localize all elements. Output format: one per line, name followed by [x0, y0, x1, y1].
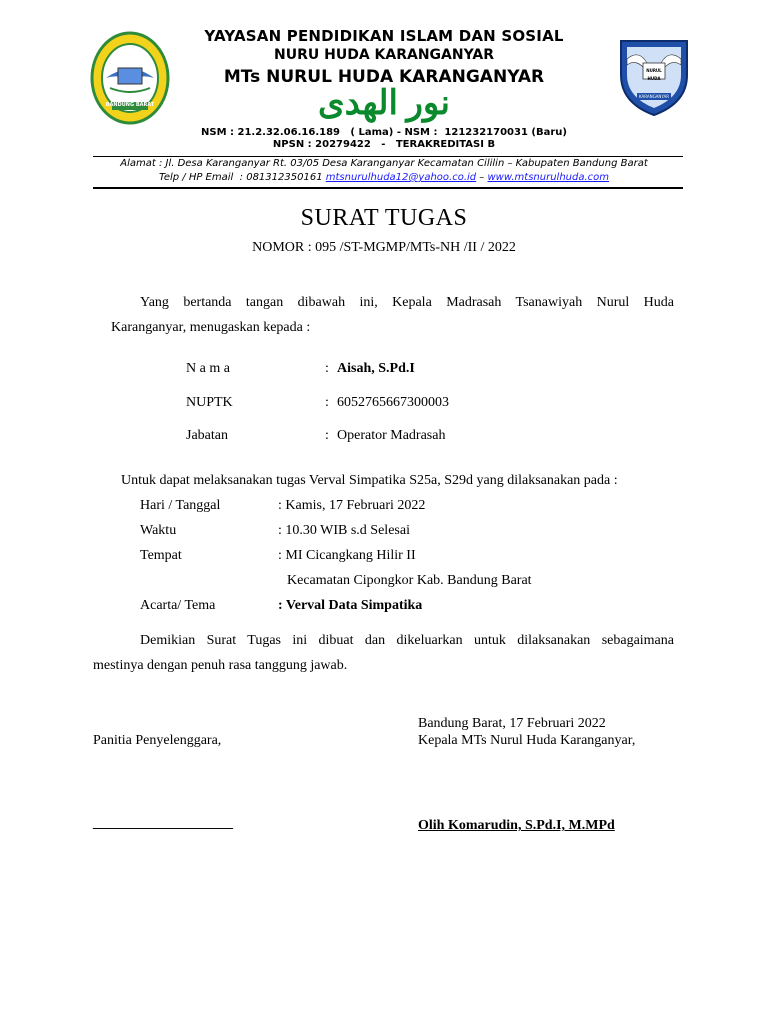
nsm-line: NSM : 21.2.32.06.16.189 ( Lama) - NSM : 121232170031 (Baru)	[201, 127, 567, 138]
website-link[interactable]: www.mtsnurulhuda.com	[487, 172, 610, 183]
schedule-value-place-2: Kecamatan Cipongkor Kab. Bandung Barat	[287, 573, 532, 588]
person-label-jabatan: Jabatan	[186, 428, 228, 443]
schedule-value-time: : 10.30 WIB s.d Selesai	[278, 523, 410, 538]
schedule-value-place: : MI Cicangkang Hilir II	[278, 548, 416, 563]
person-label-name: N a m a	[186, 361, 230, 376]
left-sign-title: Panitia Penyelenggara,	[93, 733, 222, 748]
logo-left-bottom-text: BANDUNG BARAT	[105, 102, 155, 108]
document-title: SURAT TUGAS	[300, 205, 468, 231]
email-link[interactable]: mtsnurulhuda12@yahoo.co.id	[325, 172, 477, 183]
arabic-school-name: نور الهدى	[318, 85, 450, 122]
person-value-name: Aisah, S.Pd.I	[337, 361, 415, 376]
contact-separator: –	[476, 172, 488, 183]
person-value-nuptk: 6052765667300003	[337, 395, 449, 410]
logo-right-name-text: NURUL HUDA	[646, 68, 662, 81]
right-sign-title: Kepala MTs Nurul Huda Karanganyar,	[418, 733, 636, 748]
school-name: MTs NURUL HUDA KARANGANYAR	[223, 67, 545, 87]
intro-line-1: Yang bertanda tangan dibawah ini, Kepala Madrasah Tsanawiyah Nurul Huda	[140, 295, 674, 310]
person-colon: :	[325, 395, 329, 410]
left-sign-name: ____________________	[93, 816, 233, 831]
header-rule-top	[93, 156, 683, 157]
person-colon: :	[325, 361, 329, 376]
document-number: NOMOR : 095 /ST-MGMP/MTs-NH /II / 2022	[252, 240, 516, 255]
contact-line	[0, 172, 768, 183]
right-sign-name: Olih Komarudin, S.Pd.I, M.MPd	[418, 818, 615, 833]
schedule-label-time: Waktu	[140, 523, 177, 538]
closing-line-2: mestinya dengan penuh rasa tanggung jawab.	[93, 658, 348, 673]
header-rule-bottom	[93, 187, 683, 189]
address-line: Alamat : Jl. Desa Karanganyar Rt. 03/05 Desa Karanganyar Kecamatan Cililin – Kabupaten Bandung Barat	[120, 158, 648, 169]
intro-line-2: Karanganyar, menugaskan kepada :	[111, 320, 311, 335]
person-value-jabatan: Operator Madrasah	[337, 428, 446, 443]
logo-right-bottom-text: KARANGANYAR	[638, 94, 670, 99]
schedule-label-date: Hari / Tanggal	[140, 498, 221, 513]
place-date: Bandung Barat, 17 Februari 2022	[418, 716, 606, 731]
schedule-label-theme: Acarta/ Tema	[140, 598, 216, 613]
npsn-line: NPSN : 20279422 - TERAKREDITASI B	[272, 139, 496, 150]
task-intro: Untuk dapat melaksanakan tugas Verval Simpatika S25a, S29d yang dilaksanakan pada :	[121, 473, 618, 488]
person-label-nuptk: NUPTK	[186, 395, 233, 410]
foundation-name: YAYASAN PENDIDIKAN ISLAM DAN SOSIAL	[204, 27, 564, 45]
person-colon: :	[325, 428, 329, 443]
foundation-subname: NURU HUDA KARANGANYAR	[274, 47, 494, 63]
schedule-value-theme: : Verval Data Simpatika	[278, 598, 423, 613]
schedule-value-date: : Kamis, 17 Februari 2022	[278, 498, 426, 513]
contact-prefix: Telp / HP Email : 081312350161	[158, 172, 326, 183]
schedule-label-place: Tempat	[140, 548, 182, 563]
closing-line-1: Demikian Surat Tugas ini dibuat dan dikeluarkan untuk dilaksanakan sebagaimana	[140, 633, 674, 648]
